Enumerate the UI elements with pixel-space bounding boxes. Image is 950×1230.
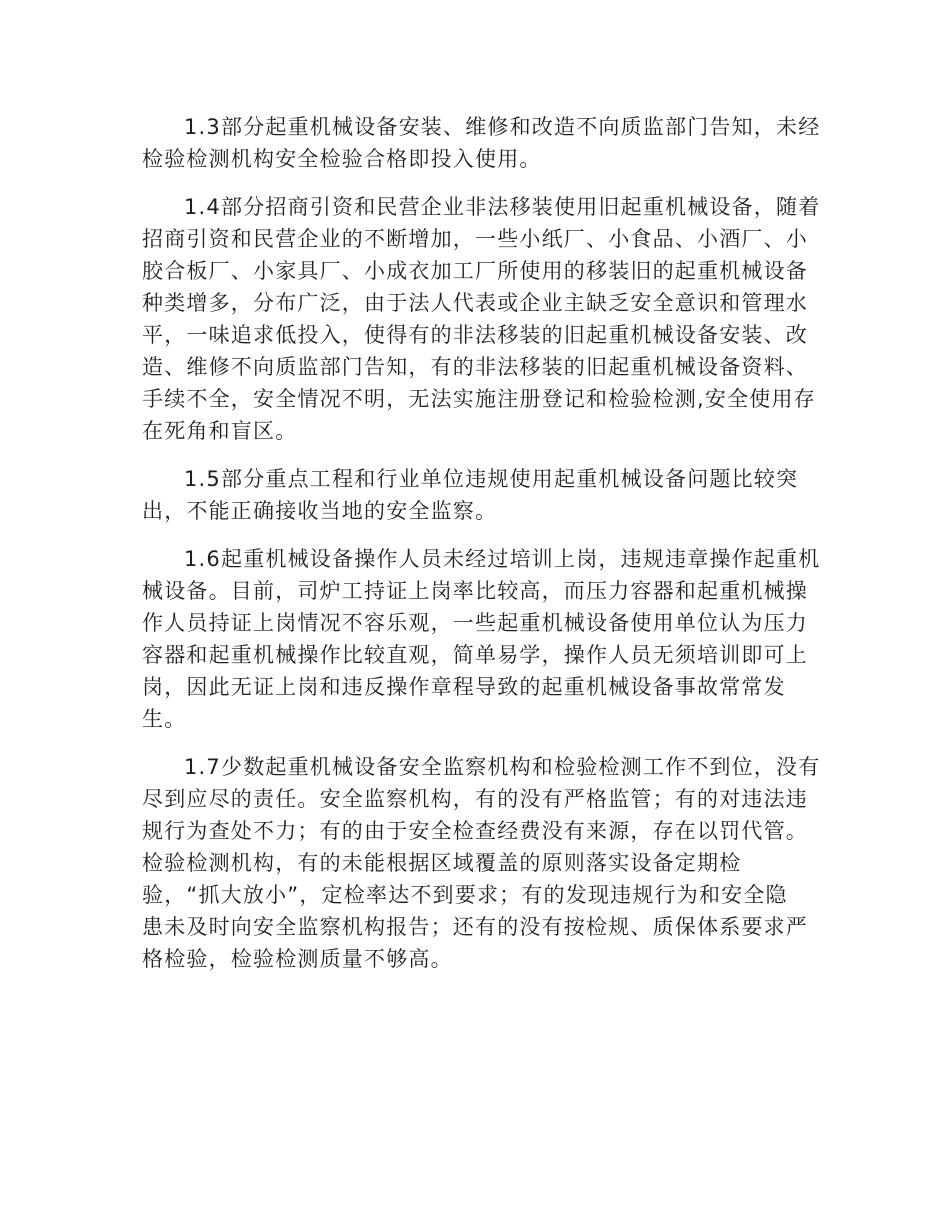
paragraph-line: 生。 (142, 707, 187, 731)
paragraph-line: 种类增多，分布广泛，由于法人代表或企业主缺乏安全意识和管理水 (142, 291, 808, 315)
paragraph-line: 容器和起重机械操作比较直观，简单易学，操作人员无须培训即可上 (142, 643, 808, 667)
paragraph-line: 平，一味追求低投入，使得有的非法移装的旧起重机械设备安装、改 (142, 323, 808, 347)
paragraph-line: 检验检测机构，有的未能根据区域覆盖的原则落实设备定期检 (142, 851, 742, 875)
paragraph-1-7 (142, 751, 821, 975)
paragraph-line: 造、维修不向质监部门告知，有的非法移装的旧起重机械设备资料、 (142, 355, 808, 379)
paragraph-line: 1.5部分重点工程和行业单位违规使用起重机械设备问题比较突 (184, 467, 799, 491)
paragraph-line: 招商引资和民营企业的不断增加，一些小纸厂、小食品、小酒厂、小 (142, 227, 808, 251)
paragraph-line: 岗，因此无证上岗和违反操作章程导致的起重机械设备事故常常发 (142, 675, 786, 699)
paragraph-line: 械设备。目前，司炉工持证上岗率比较高，而压力容器和起重机械操 (142, 579, 808, 603)
paragraph-line: 出，不能正确接收当地的安全监察。 (142, 499, 498, 523)
paragraph-line: 手续不全，安全情况不明，无法实施注册登记和检验检测,安全使用存 (142, 387, 816, 411)
paragraph-line: 在死角和盲区。 (142, 419, 298, 443)
paragraph-line: 检验检测机构安全检验合格即投入使用。 (142, 147, 542, 171)
paragraph-1-5 (142, 463, 810, 527)
paragraph-line: 验，“抓大放小”，定检率达不到要求；有的发现违规行为和安全隐 (142, 883, 788, 907)
paragraph-line: 作人员持证上岗情况不容乐观，一些起重机械设备使用单位认为压力 (142, 611, 808, 635)
paragraph-line: 1.6起重机械设备操作人员未经过培训上岗，违规违章操作起重机 (184, 547, 821, 571)
paragraph-1-3 (142, 111, 821, 175)
paragraph-line: 1.3部分起重机械设备安装、维修和改造不向质监部门告知，未经 (184, 115, 821, 139)
paragraph-line: 1.4部分招商引资和民营企业非法移装使用旧起重机械设备，随着 (184, 195, 821, 219)
document-body (142, 111, 821, 975)
paragraph-line: 1.7少数起重机械设备安全监察机构和检验检测工作不到位，没有 (184, 755, 821, 779)
paragraph-line: 患未及时向安全监察机构报告；还有的没有按检规、质保体系要求严 (142, 915, 808, 939)
paragraph-line: 胶合板厂、小家具厂、小成衣加工厂所使用的移装旧的起重机械设备 (142, 259, 808, 283)
paragraph-line: 规行为查处不力；有的由于安全检查经费没有来源，存在以罚代管。 (142, 819, 808, 843)
paragraph-1-6 (142, 543, 821, 735)
paragraph-1-4 (142, 191, 821, 447)
paragraph-line: 格检验，检验检测质量不够高。 (142, 947, 453, 971)
paragraph-line: 尽到应尽的责任。安全监察机构，有的没有严格监管；有的对违法违 (142, 787, 808, 811)
